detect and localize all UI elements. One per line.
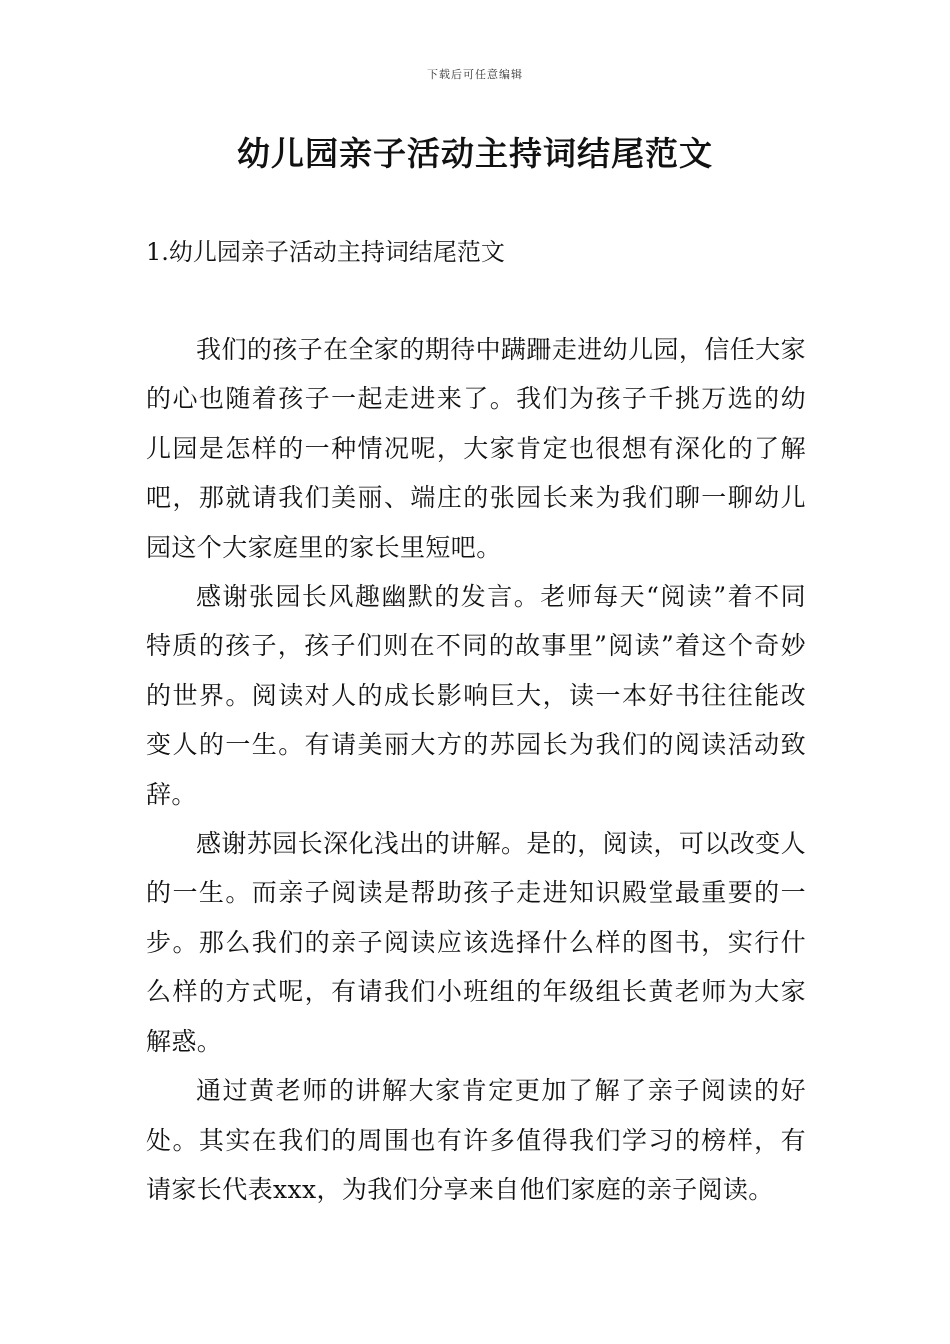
header-note: 下载后可任意编辑 — [427, 68, 523, 81]
paragraph: 通过黄老师的讲解大家肯定更加了解了亲子阅读的好处。其实在我们的周围也有许多值得我们学习的榜样，有请家长代表xxx，为我们分享来自他们家庭的亲子阅读。 — [146, 1076, 806, 1204]
body-text — [146, 325, 806, 1214]
section-heading: 1.幼儿园亲子活动主持词结尾范文 — [146, 238, 505, 266]
paragraph: 感谢苏园长深化浅出的讲解。是的，阅读，可以改变人的一生。而亲子阅读是帮助孩子走进知识殿堂最重要的一步。那么我们的亲子阅读应该选择什么样的图书，实行什么样的方式呢，有请我们小班组的年级组长黄老师为大家解惑。 — [146, 829, 806, 1056]
paragraph: 感谢张园长风趣幽默的发言。老师每天“阅读”着不同特质的孩子，孩子们则在不同的故事里”阅读”着这个奇妙的世界。阅读对人的成长影响巨大，读一本好书往往能改变人的一生。有请美丽大方的苏园长为我们的阅读活动致辞。 — [146, 582, 806, 809]
document-title: 幼儿园亲子活动主持词结尾范文 — [237, 134, 713, 173]
paragraph: 我们的孩子在全家的期待中蹒跚走进幼儿园，信任大家的心也随着孩子一起走进来了。我们为孩子千挑万选的幼儿园是怎样的一种情况呢，大家肯定也很想有深化的了解吧，那就请我们美丽、端庄的张园长来为我们聊一聊幼儿园这个大家庭里的家长里短吧。 — [146, 335, 806, 562]
